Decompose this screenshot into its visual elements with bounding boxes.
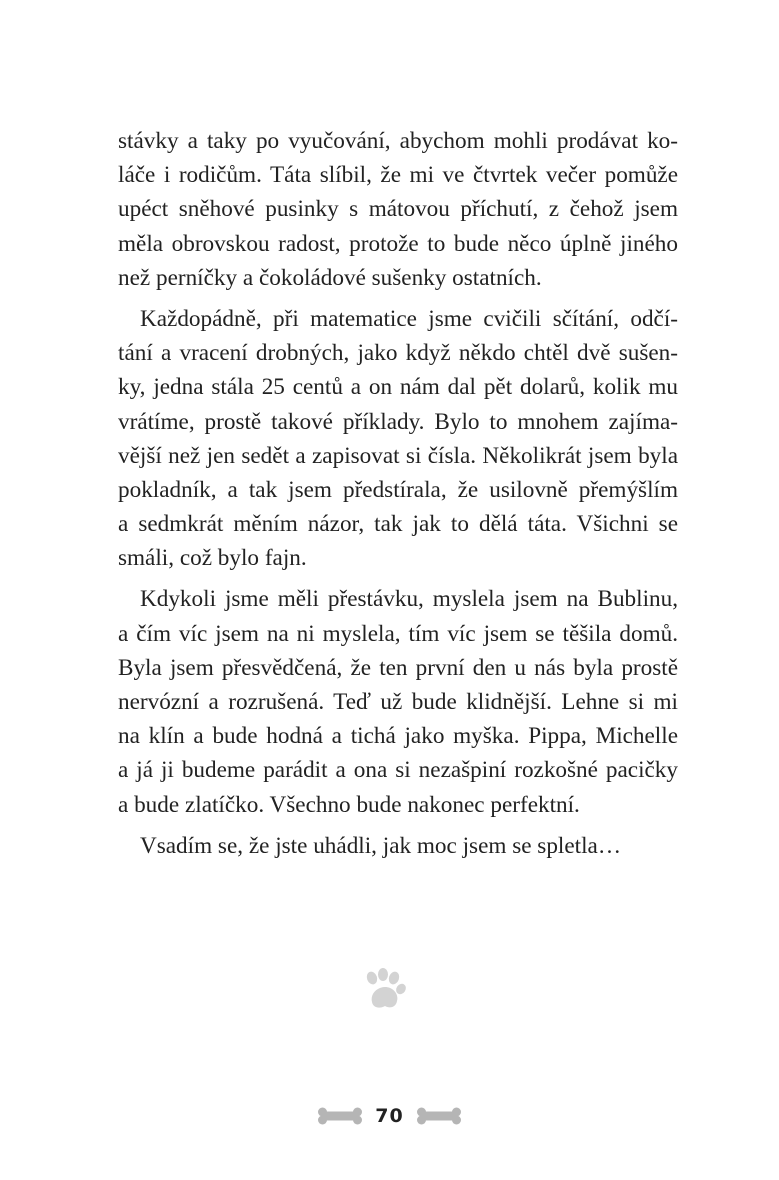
paragraph	[118, 124, 678, 295]
text-line: a čím víc jsem na ni myslela, tím víc jsem se těšila domů.	[118, 620, 678, 647]
text-line: láče i rodičům. Táta slíbil, že mi ve čtvrtek večer pomůže	[118, 162, 678, 189]
paragraph-gap	[118, 822, 678, 829]
text-line: než perníčky a čokoládové sušenky ostatních.	[118, 264, 542, 291]
text-line: pokladník, a tak jsem předstírala, že usilovně přemýšlím	[118, 476, 678, 503]
text-line: ky, jedna stála 25 centů a on nám dal pět dolarů, kolik mu	[118, 374, 678, 401]
text-line: tání a vracení drobných, jako když někdo chtěl dvě sušen-	[118, 340, 678, 367]
text-line: a já ji budeme parádit a ona si nezašpiní rozkošné pacičky	[118, 757, 678, 784]
text-line: vější než jen sedět a zapisovat si čísla. Několikrát jsem byla	[118, 442, 678, 469]
text-line: upéct sněhové pusinky s mátovou příchutí, z čehož jsem	[118, 196, 678, 223]
paw-print-icon	[360, 968, 408, 1012]
paragraph	[118, 302, 678, 576]
text-line: a sedmkrát měním názor, tak jak to dělá táta. Všichni se	[118, 511, 678, 538]
text-line: stávky a taky po vyučování, abychom mohli prodávat ko-	[118, 128, 678, 154]
text-line: měla obrovskou radost, protože to bude něco úplně jiného	[118, 230, 678, 257]
page-number: 70	[375, 1105, 404, 1127]
text-line: vrátíme, prostě takové příklady. Bylo to mnohem zajíma-	[118, 408, 678, 435]
paragraph	[118, 829, 678, 863]
paragraph-gap	[118, 295, 678, 302]
text-line: nervózní a rozrušená. Teď už bude klidnější. Lehne si mi	[118, 689, 678, 715]
body-text	[118, 124, 678, 863]
text-line: Byla jsem přesvědčená, že ten první den u nás byla prostě	[118, 654, 678, 681]
text-line: smáli, což bylo fajn.	[118, 545, 307, 572]
page-footer	[0, 1096, 779, 1136]
bone-icon	[416, 1107, 462, 1125]
text-line: Kdykoli jsme měli přestávku, myslela jsem na Bublinu,	[140, 586, 678, 613]
text-line: a bude zlatíčko. Všechno bude nakonec perfektní.	[118, 791, 580, 818]
bone-icon	[317, 1107, 363, 1125]
paragraph	[118, 582, 678, 821]
paragraph-gap	[118, 575, 678, 582]
text-line: Každopádně, při matematice jsme cvičili sčítání, odčí-	[140, 305, 678, 332]
text-line: na klín a bude hodná a tichá jako myška. Pippa, Michelle	[118, 723, 678, 750]
text-line: Vsadím se, že jste uhádli, jak moc jsem se spletla…	[140, 832, 622, 859]
